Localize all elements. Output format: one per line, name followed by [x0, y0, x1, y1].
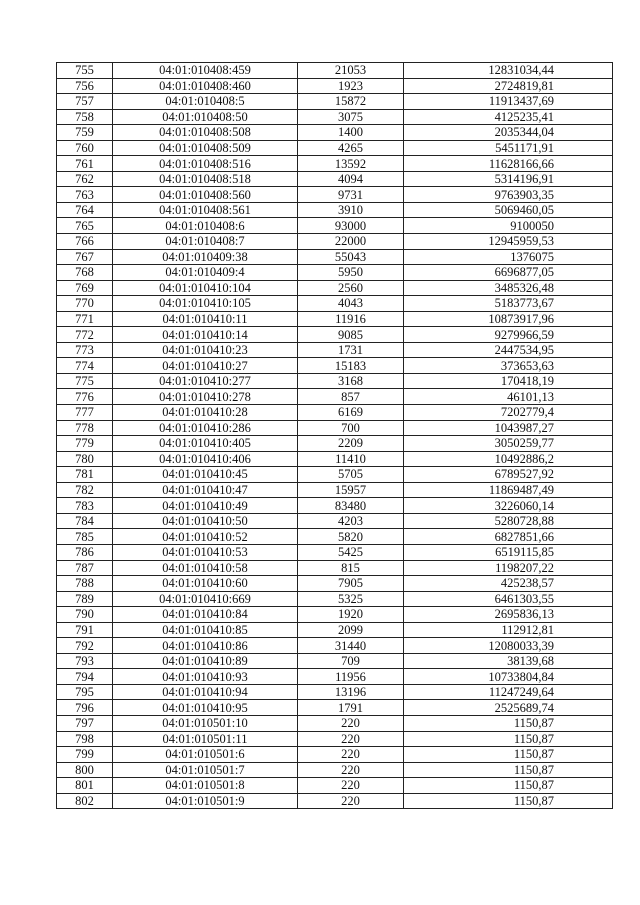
table-row	[57, 63, 613, 79]
cadastral-number-cell: 04:01:010410:47	[113, 482, 298, 498]
cadastral-value-cell: 1043987,27	[404, 420, 613, 436]
cadastral-value-cell: 6461303,55	[404, 591, 613, 607]
table-row	[57, 265, 613, 281]
cadastral-value-cell: 5069460,05	[404, 202, 613, 218]
row-number-cell: 782	[57, 482, 113, 498]
area-cell: 3168	[298, 373, 404, 389]
cadastral-value-cell: 11628166,66	[404, 156, 613, 172]
cadastral-number-cell: 04:01:010408:561	[113, 202, 298, 218]
table-row	[57, 560, 613, 576]
row-number-cell: 757	[57, 94, 113, 110]
cadastral-value-cell: 1150,87	[404, 762, 613, 778]
cadastral-value-cell: 6519115,85	[404, 544, 613, 560]
cadastral-value-cell: 2525689,74	[404, 700, 613, 716]
cadastral-value-cell: 5183773,67	[404, 296, 613, 312]
table-row	[57, 358, 613, 374]
area-cell: 15872	[298, 94, 404, 110]
cadastral-number-cell: 04:01:010410:53	[113, 544, 298, 560]
area-cell: 4094	[298, 171, 404, 187]
cadastral-value-cell: 112912,81	[404, 622, 613, 638]
row-number-cell: 768	[57, 265, 113, 281]
cadastral-number-cell: 04:01:010501:6	[113, 747, 298, 763]
table-row	[57, 125, 613, 141]
cadastral-value-cell: 4125235,41	[404, 109, 613, 125]
table-row	[57, 451, 613, 467]
cadastral-number-cell: 04:01:010410:11	[113, 311, 298, 327]
area-cell: 3910	[298, 202, 404, 218]
cadastral-value-cell: 10733804,84	[404, 669, 613, 685]
cadastral-value-cell: 5280728,88	[404, 513, 613, 529]
cadastral-value-cell: 1150,87	[404, 778, 613, 794]
cadastral-number-cell: 04:01:010410:89	[113, 653, 298, 669]
cadastral-value-cell: 373653,63	[404, 358, 613, 374]
table-row	[57, 591, 613, 607]
row-number-cell: 789	[57, 591, 113, 607]
table-row	[57, 171, 613, 187]
cadastral-number-cell: 04:01:010410:277	[113, 373, 298, 389]
area-cell: 83480	[298, 498, 404, 514]
cadastral-number-cell: 04:01:010410:406	[113, 451, 298, 467]
row-number-cell: 777	[57, 405, 113, 421]
cadastral-value-cell: 425238,57	[404, 576, 613, 592]
cadastral-number-cell: 04:01:010408:459	[113, 63, 298, 79]
table-row	[57, 327, 613, 343]
cadastral-number-cell: 04:01:010410:669	[113, 591, 298, 607]
cadastral-number-cell: 04:01:010410:105	[113, 296, 298, 312]
row-number-cell: 802	[57, 793, 113, 809]
area-cell: 220	[298, 715, 404, 731]
table-row	[57, 700, 613, 716]
cadastral-value-cell: 3226060,14	[404, 498, 613, 514]
row-number-cell: 785	[57, 529, 113, 545]
table-row	[57, 793, 613, 809]
area-cell: 15183	[298, 358, 404, 374]
area-cell: 31440	[298, 638, 404, 654]
row-number-cell: 795	[57, 684, 113, 700]
cadastral-number-cell: 04:01:010410:93	[113, 669, 298, 685]
row-number-cell: 764	[57, 202, 113, 218]
table-row	[57, 187, 613, 203]
cadastral-number-cell: 04:01:010408:50	[113, 109, 298, 125]
cadastral-number-cell: 04:01:010501:9	[113, 793, 298, 809]
row-number-cell: 774	[57, 358, 113, 374]
table-body	[57, 63, 613, 809]
area-cell: 1400	[298, 125, 404, 141]
table-row	[57, 249, 613, 265]
cadastral-number-cell: 04:01:010410:94	[113, 684, 298, 700]
row-number-cell: 773	[57, 342, 113, 358]
row-number-cell: 758	[57, 109, 113, 125]
row-number-cell: 801	[57, 778, 113, 794]
row-number-cell: 784	[57, 513, 113, 529]
area-cell: 7905	[298, 576, 404, 592]
area-cell: 13196	[298, 684, 404, 700]
table-row	[57, 498, 613, 514]
table-row	[57, 218, 613, 234]
row-number-cell: 798	[57, 731, 113, 747]
cadastral-number-cell: 04:01:010410:23	[113, 342, 298, 358]
area-cell: 15957	[298, 482, 404, 498]
row-number-cell: 783	[57, 498, 113, 514]
cadastral-number-cell: 04:01:010410:14	[113, 327, 298, 343]
row-number-cell: 796	[57, 700, 113, 716]
cadastral-number-cell: 04:01:010409:4	[113, 265, 298, 281]
table-row	[57, 109, 613, 125]
cadastral-value-cell: 1150,87	[404, 747, 613, 763]
table-row	[57, 747, 613, 763]
table-row	[57, 296, 613, 312]
cadastral-number-cell: 04:01:010410:27	[113, 358, 298, 374]
area-cell: 11916	[298, 311, 404, 327]
table-row	[57, 762, 613, 778]
row-number-cell: 763	[57, 187, 113, 203]
row-number-cell: 781	[57, 467, 113, 483]
cadastral-value-cell: 2035344,04	[404, 125, 613, 141]
area-cell: 6169	[298, 405, 404, 421]
cadastral-number-cell: 04:01:010410:50	[113, 513, 298, 529]
table-row	[57, 715, 613, 731]
area-cell: 220	[298, 731, 404, 747]
area-cell: 13592	[298, 156, 404, 172]
area-cell: 2099	[298, 622, 404, 638]
cadastral-value-cell: 1150,87	[404, 793, 613, 809]
cadastral-value-cell: 12831034,44	[404, 63, 613, 79]
row-number-cell: 800	[57, 762, 113, 778]
row-number-cell: 787	[57, 560, 113, 576]
table-row	[57, 544, 613, 560]
table-row	[57, 156, 613, 172]
area-cell: 9731	[298, 187, 404, 203]
area-cell: 220	[298, 762, 404, 778]
table-row	[57, 638, 613, 654]
row-number-cell: 793	[57, 653, 113, 669]
cadastral-value-cell: 3485326,48	[404, 280, 613, 296]
cadastral-value-cell: 11913437,69	[404, 94, 613, 110]
row-number-cell: 792	[57, 638, 113, 654]
cadastral-value-cell: 2695836,13	[404, 607, 613, 623]
area-cell: 5325	[298, 591, 404, 607]
row-number-cell: 771	[57, 311, 113, 327]
table-row	[57, 731, 613, 747]
cadastral-number-cell: 04:01:010410:405	[113, 436, 298, 452]
cadastral-value-cell: 12080033,39	[404, 638, 613, 654]
cadastral-number-cell: 04:01:010408:509	[113, 140, 298, 156]
area-cell: 3075	[298, 109, 404, 125]
table-row	[57, 669, 613, 685]
table-row	[57, 342, 613, 358]
cadastral-value-cell: 1198207,22	[404, 560, 613, 576]
area-cell: 1791	[298, 700, 404, 716]
cadastral-number-cell: 04:01:010408:518	[113, 171, 298, 187]
row-number-cell: 786	[57, 544, 113, 560]
table-row	[57, 373, 613, 389]
cadastral-number-cell: 04:01:010410:58	[113, 560, 298, 576]
cadastral-value-cell: 6789527,92	[404, 467, 613, 483]
table-row	[57, 622, 613, 638]
table-row	[57, 778, 613, 794]
cadastral-value-cell: 2447534,95	[404, 342, 613, 358]
cadastral-value-cell: 170418,19	[404, 373, 613, 389]
cadastral-value-cell: 5314196,91	[404, 171, 613, 187]
table-row	[57, 482, 613, 498]
row-number-cell: 790	[57, 607, 113, 623]
cadastral-number-cell: 04:01:010410:52	[113, 529, 298, 545]
area-cell: 11956	[298, 669, 404, 685]
row-number-cell: 762	[57, 171, 113, 187]
table-row	[57, 467, 613, 483]
area-cell: 1731	[298, 342, 404, 358]
row-number-cell: 797	[57, 715, 113, 731]
area-cell: 815	[298, 560, 404, 576]
row-number-cell: 772	[57, 327, 113, 343]
row-number-cell: 765	[57, 218, 113, 234]
cadastral-number-cell: 04:01:010410:28	[113, 405, 298, 421]
cadastral-number-cell: 04:01:010408:516	[113, 156, 298, 172]
area-cell: 2209	[298, 436, 404, 452]
cadastral-number-cell: 04:01:010408:6	[113, 218, 298, 234]
area-cell: 22000	[298, 234, 404, 250]
cadastral-value-cell: 1376075	[404, 249, 613, 265]
row-number-cell: 761	[57, 156, 113, 172]
cadastral-value-cell: 1150,87	[404, 715, 613, 731]
row-number-cell: 794	[57, 669, 113, 685]
area-cell: 220	[298, 747, 404, 763]
cadastral-number-cell: 04:01:010501:7	[113, 762, 298, 778]
area-cell: 5425	[298, 544, 404, 560]
cadastral-value-cell: 3050259,77	[404, 436, 613, 452]
table-row	[57, 405, 613, 421]
table-row	[57, 529, 613, 545]
row-number-cell: 779	[57, 436, 113, 452]
table-row	[57, 202, 613, 218]
row-number-cell: 799	[57, 747, 113, 763]
cadastral-number-cell: 04:01:010408:560	[113, 187, 298, 203]
cadastral-number-cell: 04:01:010409:38	[113, 249, 298, 265]
table-row	[57, 311, 613, 327]
cadastral-number-cell: 04:01:010408:5	[113, 94, 298, 110]
cadastral-value-cell: 11247249,64	[404, 684, 613, 700]
area-cell: 21053	[298, 63, 404, 79]
area-cell: 2560	[298, 280, 404, 296]
table-row	[57, 94, 613, 110]
cadastral-number-cell: 04:01:010410:104	[113, 280, 298, 296]
cadastral-value-cell: 9763903,35	[404, 187, 613, 203]
cadastral-number-cell: 04:01:010410:60	[113, 576, 298, 592]
table-row	[57, 389, 613, 405]
row-number-cell: 788	[57, 576, 113, 592]
cadastral-value-cell: 11869487,49	[404, 482, 613, 498]
area-cell: 700	[298, 420, 404, 436]
area-cell: 4265	[298, 140, 404, 156]
table-row	[57, 280, 613, 296]
cadastral-number-cell: 04:01:010408:7	[113, 234, 298, 250]
area-cell: 5950	[298, 265, 404, 281]
table-row	[57, 420, 613, 436]
area-cell: 220	[298, 793, 404, 809]
area-cell: 11410	[298, 451, 404, 467]
cadastral-number-cell: 04:01:010410:286	[113, 420, 298, 436]
area-cell: 9085	[298, 327, 404, 343]
table-row	[57, 78, 613, 94]
table-row	[57, 576, 613, 592]
cadastral-value-cell: 1150,87	[404, 731, 613, 747]
cadastral-value-cell: 5451171,91	[404, 140, 613, 156]
cadastral-value-table	[56, 62, 613, 809]
cadastral-value-cell: 12945959,53	[404, 234, 613, 250]
area-cell: 5705	[298, 467, 404, 483]
cadastral-value-cell: 6696877,05	[404, 265, 613, 281]
cadastral-value-cell: 46101,13	[404, 389, 613, 405]
row-number-cell: 769	[57, 280, 113, 296]
table-row	[57, 234, 613, 250]
cadastral-number-cell: 04:01:010501:11	[113, 731, 298, 747]
row-number-cell: 767	[57, 249, 113, 265]
table-row	[57, 140, 613, 156]
cadastral-value-cell: 10492886,2	[404, 451, 613, 467]
row-number-cell: 759	[57, 125, 113, 141]
row-number-cell: 780	[57, 451, 113, 467]
row-number-cell: 791	[57, 622, 113, 638]
cadastral-number-cell: 04:01:010410:84	[113, 607, 298, 623]
table-row	[57, 607, 613, 623]
cadastral-value-cell: 10873917,96	[404, 311, 613, 327]
cadastral-number-cell: 04:01:010501:10	[113, 715, 298, 731]
table-row	[57, 436, 613, 452]
cadastral-value-cell: 7202779,4	[404, 405, 613, 421]
area-cell: 709	[298, 653, 404, 669]
area-cell: 1920	[298, 607, 404, 623]
cadastral-number-cell: 04:01:010410:86	[113, 638, 298, 654]
row-number-cell: 756	[57, 78, 113, 94]
row-number-cell: 776	[57, 389, 113, 405]
table-row	[57, 684, 613, 700]
area-cell: 5820	[298, 529, 404, 545]
cadastral-number-cell: 04:01:010501:8	[113, 778, 298, 794]
cadastral-number-cell: 04:01:010410:85	[113, 622, 298, 638]
cadastral-value-cell: 9100050	[404, 218, 613, 234]
area-cell: 857	[298, 389, 404, 405]
row-number-cell: 755	[57, 63, 113, 79]
cadastral-number-cell: 04:01:010410:278	[113, 389, 298, 405]
row-number-cell: 778	[57, 420, 113, 436]
area-cell: 93000	[298, 218, 404, 234]
cadastral-value-cell: 9279966,59	[404, 327, 613, 343]
cadastral-value-cell: 6827851,66	[404, 529, 613, 545]
cadastral-number-cell: 04:01:010410:95	[113, 700, 298, 716]
cadastral-number-cell: 04:01:010408:460	[113, 78, 298, 94]
cadastral-number-cell: 04:01:010410:49	[113, 498, 298, 514]
table-row	[57, 653, 613, 669]
cadastral-value-cell: 38139,68	[404, 653, 613, 669]
area-cell: 55043	[298, 249, 404, 265]
area-cell: 4203	[298, 513, 404, 529]
table-row	[57, 513, 613, 529]
row-number-cell: 760	[57, 140, 113, 156]
row-number-cell: 775	[57, 373, 113, 389]
cadastral-number-cell: 04:01:010408:508	[113, 125, 298, 141]
row-number-cell: 766	[57, 234, 113, 250]
cadastral-number-cell: 04:01:010410:45	[113, 467, 298, 483]
area-cell: 220	[298, 778, 404, 794]
area-cell: 1923	[298, 78, 404, 94]
cadastral-value-cell: 2724819,81	[404, 78, 613, 94]
row-number-cell: 770	[57, 296, 113, 312]
area-cell: 4043	[298, 296, 404, 312]
